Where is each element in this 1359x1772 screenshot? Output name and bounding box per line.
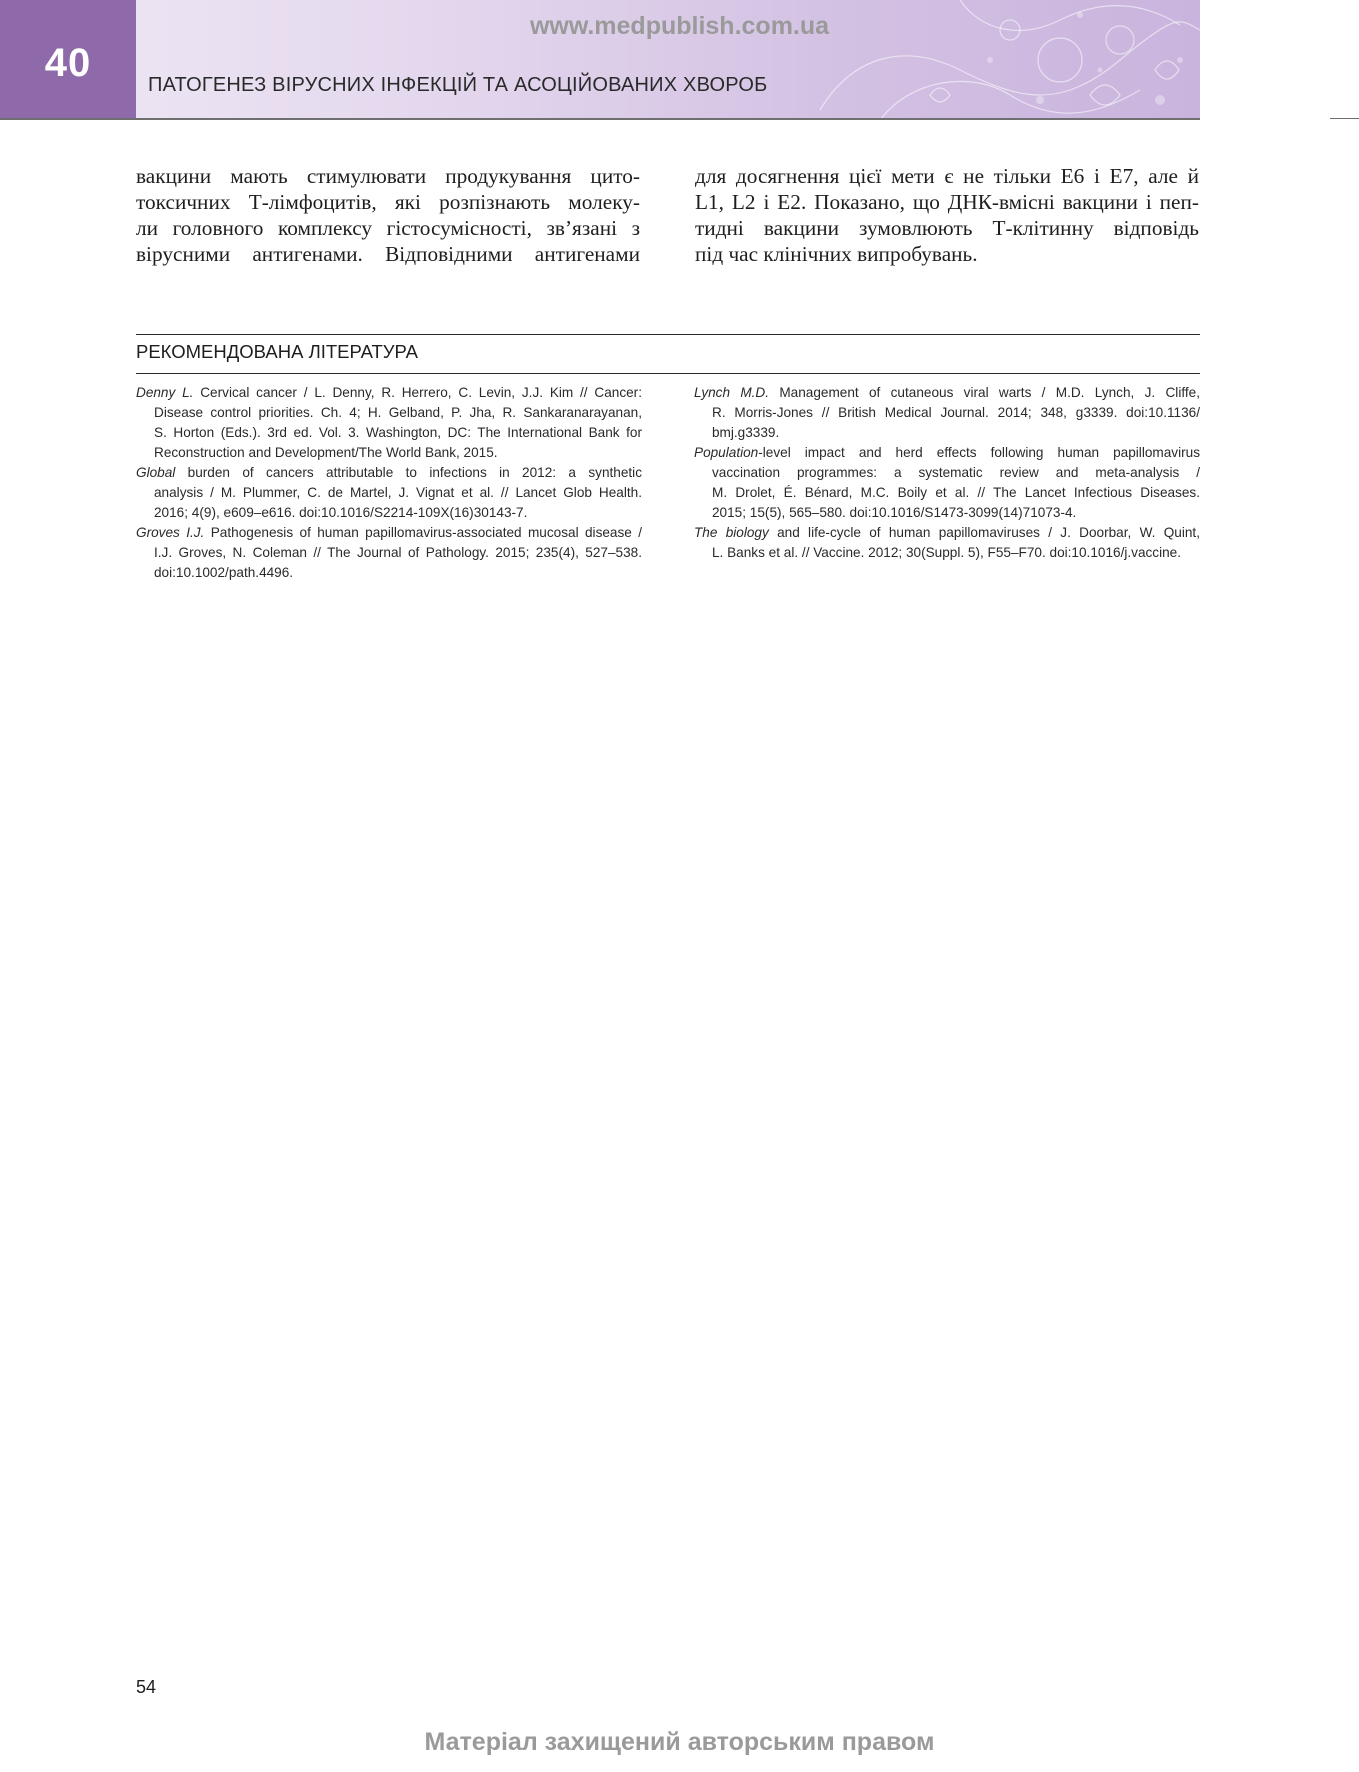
reference-text: burden of cancers attributable to infections in 2012: a synthetic <box>175 465 642 480</box>
text-line: вакцини мають стимулювати продукування цито- <box>136 164 640 188</box>
reference-first-line <box>694 523 1200 543</box>
references-rule-bottom <box>136 373 1200 374</box>
page-number: 54 <box>136 1677 157 1697</box>
watermark-url: www.medpublish.com.ua <box>529 12 830 40</box>
reference-line: L. Banks et al. // Vaccine. 2012; 30(Suppl. 5), F55–F70. doi:10.1016/j.vaccine. <box>712 545 1182 560</box>
text-line: L1, L2 і E2. Показано, що ДНК-вмісні вакцини і пеп- <box>695 190 1199 214</box>
reference-author: Population <box>694 445 759 460</box>
reference-author: Global <box>136 465 176 480</box>
reference-line: doi:10.1002/path.4496. <box>154 565 294 580</box>
reference-line: 2015; 15(5), 565–580. doi:10.1016/S1473-3099(14)71073-4. <box>712 505 1077 520</box>
reference-line: S. Horton (Eds.). 3rd ed. Vol. 3. Washington, DC: The International Bank for <box>154 425 642 440</box>
reference-line: I.J. Groves, N. Coleman // The Journal of Pathology. 2015; 235(4), 527–538. <box>154 545 642 560</box>
reference-line: R. Morris-Jones // British Medical Journal. 2014; 348, g3339. doi:10.1136/ <box>712 405 1200 420</box>
reference-line: Reconstruction and Development/The World Bank, 2015. <box>154 445 498 460</box>
reference-first-line <box>136 523 642 543</box>
reference-author: Denny L. <box>136 385 194 400</box>
body-text-left-column <box>136 163 640 267</box>
text-line: тидні вакцини зумовлюють Т-клітинну відповідь <box>695 216 1199 240</box>
reference-author: The biology <box>694 525 769 540</box>
reference-entry <box>694 443 1200 523</box>
reference-text: -level impact and herd effects following human papillomavirus <box>758 445 1200 460</box>
reference-text: and life-cycle of human papillomaviruses / J. Doorbar, W. Quint, <box>768 525 1200 540</box>
header-divider <box>0 118 1200 120</box>
references-left-column <box>136 383 642 583</box>
reference-first-line <box>694 383 1200 403</box>
reference-entry <box>136 383 642 463</box>
copyright-watermark: Матеріал захищений авторським правом <box>424 1728 935 1756</box>
reference-entry <box>136 523 642 583</box>
reference-entry <box>136 463 642 523</box>
reference-entry <box>694 523 1200 563</box>
references-right-column <box>694 383 1200 563</box>
reference-line: Disease control priorities. Ch. 4; H. Gelband, P. Jha, R. Sankaranarayanan, <box>154 405 642 420</box>
reference-line: 2016; 4(9), e609–e616. doi:10.1016/S2214-109X(16)30143-7. <box>154 505 528 520</box>
text-line: під час клінічних випробувань. <box>695 242 978 266</box>
reference-entry <box>694 383 1200 443</box>
chapter-title: ПАТОГЕНЕЗ ВІРУСНИХ ІНФЕКЦІЙ ТА АСОЦІЙОВАНИХ ХВОРОБ <box>148 74 768 96</box>
reference-text: Management of cutaneous viral warts / M.D. Lynch, J. Cliffe, <box>769 385 1200 400</box>
chapter-number: 40 <box>0 0 136 120</box>
reference-author: Groves I.J. <box>136 525 205 540</box>
reference-text: Pathogenesis of human papillomavirus-associated mucosal disease / <box>204 525 642 540</box>
references-rule-top <box>136 334 1200 335</box>
reference-line: vaccination programmes: a systematic review and meta-analysis / <box>712 465 1200 480</box>
references-heading: РЕКОМЕНДОВАНА ЛІТЕРАТУРА <box>136 341 418 362</box>
text-line: вірусними антигенами. Відповідними антигенами <box>136 242 640 266</box>
text-line: для досягнення цієї мети є не тільки E6 і E7, але й <box>695 164 1199 188</box>
body-text-right-column <box>695 163 1199 267</box>
reference-first-line <box>694 443 1200 463</box>
reference-text: Cervical cancer / L. Denny, R. Herrero, C. Levin, J.J. Kim // Cancer: <box>193 385 642 400</box>
reference-author: Lynch M.D. <box>694 385 770 400</box>
reference-line: analysis / M. Plummer, C. de Martel, J. Vignat et al. // Lancet Glob Health. <box>154 485 642 500</box>
header-divider-right <box>1330 118 1359 119</box>
reference-first-line <box>136 383 642 403</box>
text-line: токсичних Т-лімфоцитів, які розпізнають молеку- <box>136 190 640 214</box>
reference-line: bmj.g3339. <box>712 425 780 440</box>
reference-line: M. Drolet, É. Bénard, M.C. Boily et al. // The Lancet Infectious Diseases. <box>712 485 1200 500</box>
reference-first-line <box>136 463 642 483</box>
text-line: ли головного комплексу гістосумісності, зв’язані з <box>136 216 640 240</box>
